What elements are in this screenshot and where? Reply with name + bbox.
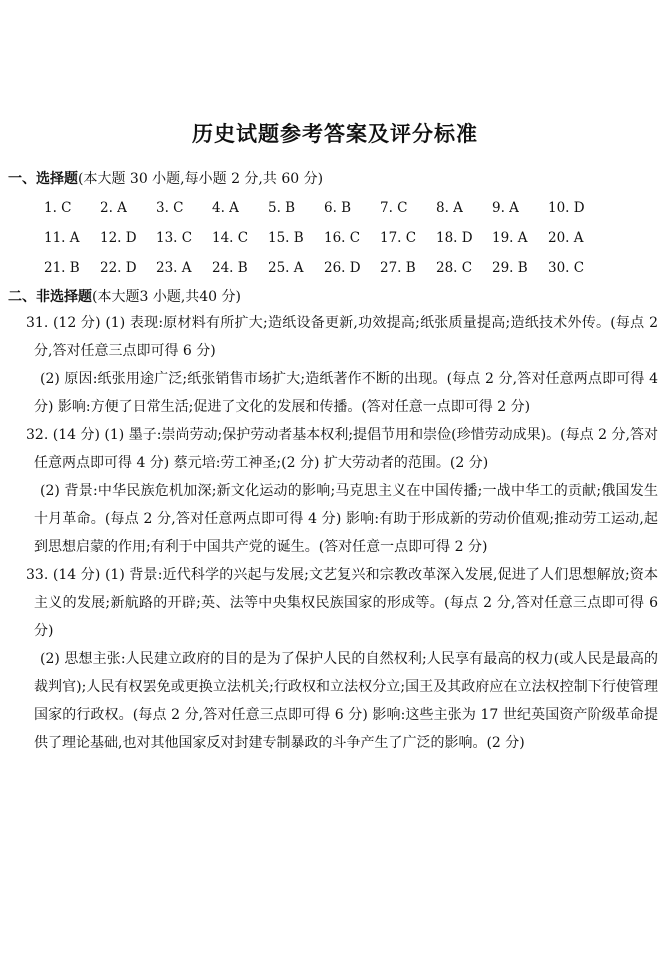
q33-part1: 33. (14 分) (1) 背景:近代科学的兴起与发展;文艺复兴和宗教改革深入发展,促进了人们思想解放;资本主义的发展;新航路的开辟;英、法等中央集权民族国家的形成等。(每点 2 分,答对任意三点即可得 6 分) xyxy=(26,567,658,639)
mc-answer: 2. A xyxy=(100,200,127,216)
mc-row xyxy=(44,253,604,283)
mc-answer: 20. A xyxy=(548,230,584,246)
mc-answer: 23. A xyxy=(156,260,192,276)
mc-answer: 28. C xyxy=(436,260,473,276)
mc-answer: 29. B xyxy=(492,260,528,276)
mc-answer: 6. B xyxy=(324,200,352,216)
mc-answer: 11. A xyxy=(44,230,80,246)
mc-answer: 25. A xyxy=(268,260,304,276)
q31-part1: 31. (12 分) (1) 表现:原材料有所扩大;造纸设备更新,功效提高;纸张质量提高;造纸技术外传。(每点 2 分,答对任意三点即可得 6 分) xyxy=(26,315,658,359)
mc-answer: 1. C xyxy=(44,200,72,216)
open-answers xyxy=(26,309,658,757)
mc-answer: 24. B xyxy=(212,260,248,276)
mc-answer: 14. C xyxy=(212,230,249,246)
section1-desc: (本大题 30 小题,每小题 2 分,共 60 分) xyxy=(78,171,324,187)
mc-answer: 15. B xyxy=(268,230,304,246)
section2-header xyxy=(8,286,241,306)
section2-desc: (本大题3 小题,共40 分) xyxy=(92,289,241,305)
mc-answer: 16. C xyxy=(324,230,361,246)
mc-row xyxy=(44,193,604,223)
mc-answer: 19. A xyxy=(492,230,528,246)
mc-answer: 12. D xyxy=(100,230,137,246)
mc-answer: 17. C xyxy=(380,230,417,246)
q33-part2: (2) 思想主张:人民建立政府的目的是为了保护人民的自然权利;人民享有最高的权力(或人民是最高的裁判官);人民有权罢免或更换立法机关;行政权和立法权分立;国王及其政府应在立法权控制下行使管理国家的行政权。(每点 2 分,答对任意三点即可得 6 分) 影响:这些主张为 17 世纪英国资产阶级革命提供了理论基础,也对其他国家反对封建专制暴政的斗争产生了广泛的影响。(2 分) xyxy=(34,651,658,751)
q32-part2: (2) 背景:中华民族危机加深;新文化运动的影响;马克思主义在中国传播;一战中华工的贡献;俄国发生十月革命。(每点 2 分,答对任意两点即可得 4 分) 影响:有助于形成新的劳动价值观;推动劳工运动,起到思想启蒙的作用;有利于中国共产党的诞生。(答对任意一点即可得 2 分) xyxy=(34,483,658,555)
section2-label: 二、非选择题 xyxy=(8,289,92,305)
mc-answer: 3. C xyxy=(156,200,184,216)
mc-answer: 26. D xyxy=(324,260,361,276)
mc-answer: 22. D xyxy=(100,260,137,276)
mc-answer: 9. A xyxy=(492,200,519,216)
mc-answer: 10. D xyxy=(548,200,585,216)
mc-answer: 8. A xyxy=(436,200,463,216)
mc-answer: 18. D xyxy=(436,230,473,246)
q31-part2: (2) 原因:纸张用途广泛;纸张销售市场扩大;造纸著作不断的出现。(每点 2 分,答对任意两点即可得 4 分) 影响:方便了日常生活;促进了文化的发展和传播。(答对任意一点即可得 2 分) xyxy=(34,371,658,415)
mc-answer: 27. B xyxy=(380,260,416,276)
page-title: 历史试题参考答案及评分标准 xyxy=(192,122,478,146)
section1-header xyxy=(8,168,323,188)
mc-answer: 13. C xyxy=(156,230,193,246)
mc-answer: 5. B xyxy=(268,200,296,216)
mc-answer: 4. A xyxy=(212,200,239,216)
multiple-choice-answers xyxy=(44,193,604,283)
mc-row xyxy=(44,223,604,253)
mc-answer: 21. B xyxy=(44,260,80,276)
q32-part1: 32. (14 分) (1) 墨子:崇尚劳动;保护劳动者基本权利;提倡节用和崇俭(珍惜劳动成果)。(每点 2 分,答对任意两点即可得 4 分) 蔡元培:劳工神圣;(2 分) 扩大劳动者的范围。(2 分) xyxy=(26,427,658,471)
section1-label: 一、选择题 xyxy=(8,171,78,187)
mc-answer: 30. C xyxy=(548,260,585,276)
mc-answer: 7. C xyxy=(380,200,408,216)
